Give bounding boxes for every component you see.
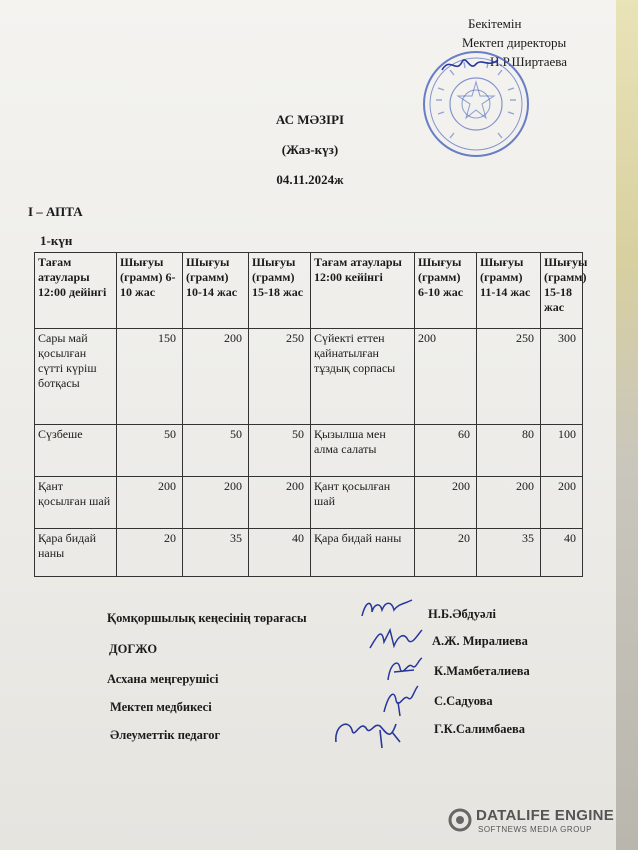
dish-name-cell: Қант қосылған шай [311,477,415,529]
portion-cell: 200 [477,477,541,529]
signatory-title: Қомқоршылық кеңесінің төрағасы [107,611,307,625]
portion-cell: 250 [477,329,541,425]
signatory-title: ДОГЖО [109,642,158,656]
header-cell: Шығуы (грамм) 10-14 жас [183,253,249,329]
portion-cell: 60 [415,425,477,477]
header-cell: Шығуы (грамм) 11-14 жас [477,253,541,329]
signatory-name: С.Садуова [434,694,493,708]
watermark-subtitle: SOFTNEWS MEDIA GROUP [478,825,593,834]
table-row [35,477,583,529]
dish-name-cell: Сүйекті еттен қайнатылған тұздық сорпасы [311,329,415,425]
portion-cell: 250 [249,329,311,425]
portion-cell: 20 [415,529,477,577]
signatory-name: Г.К.Салимбаева [434,722,526,736]
watermark-logo [448,804,618,840]
portion-cell: 50 [117,425,183,477]
signature-icon [368,624,424,652]
portion-cell: 200 [415,329,477,425]
day-label: 1-күн [40,233,73,248]
signatory-title: Асхана меңгерушісі [107,672,219,686]
portion-cell: 200 [249,477,311,529]
season-label: (Жаз-күз) [281,142,339,157]
portion-cell: 35 [477,529,541,577]
signatory-title: Әлеуметтік педагог [110,728,221,742]
menu-table [34,252,588,577]
watermark-brand: DATALIFE ENGINE [476,807,615,824]
approval-line-2: Мектеп директоры [462,35,567,50]
header-cell: Шығуы (грамм) 6-10 жас [117,253,183,329]
portion-cell: 200 [117,477,183,529]
table-header-row [35,253,583,329]
director-signature-icon [440,50,500,78]
portion-cell: 200 [183,329,249,425]
dish-name-cell: Қара бидай наны [35,529,117,577]
header-cell: Тағам атаулары 12:00 кейінгі [311,253,415,329]
portion-cell: 40 [541,529,583,577]
dish-name-cell: Қант қосылған шай [35,477,117,529]
header-cell: Шығуы (грамм) 15-18 жас [541,253,583,329]
portion-cell: 150 [117,329,183,425]
table-row [35,425,583,477]
approval-line-3: Н.Р.Ширтаева [490,54,568,69]
date-label: 04.11.2024ж [276,172,344,187]
portion-cell: 40 [249,529,311,577]
header-cell: Шығуы (грамм) 15-18 жас [249,253,311,329]
signature-icon [384,654,424,686]
portion-cell: 200 [541,477,583,529]
portion-cell: 20 [117,529,183,577]
dish-name-cell: Қызылша мен алма салаты [311,425,415,477]
table-row [35,329,583,425]
dish-name-cell: Қара бидай наны [311,529,415,577]
portion-cell: 300 [541,329,583,425]
signatory-name: К.Мамбеталиева [434,664,530,678]
week-label: І – АПТА [28,204,83,219]
approval-line-1: Бекітемін [468,16,522,31]
page-title: АС МӘЗІРІ [275,112,345,127]
dish-name-cell: Сары май қосылған сүтті күріш ботқасы [35,329,117,425]
portion-cell: 80 [477,425,541,477]
signature-icon [330,712,410,752]
portion-cell: 50 [183,425,249,477]
signatory-title: Мектеп медбикесі [110,700,212,714]
portion-cell: 200 [183,477,249,529]
datalife-logo-icon [448,808,472,832]
table-row [35,529,583,577]
portion-cell: 35 [183,529,249,577]
signatory-name: А.Ж. Миралиева [432,634,528,648]
portion-cell: 100 [541,425,583,477]
signature-icon [358,596,414,622]
portion-cell: 200 [415,477,477,529]
header-cell: Шығуы (грамм) 6-10 жас [415,253,477,329]
dish-name-cell: Сүзбеше [35,425,117,477]
header-cell: Тағам атаулары 12:00 дейінгі [35,253,117,329]
portion-cell: 50 [249,425,311,477]
signatory-name: Н.Б.Әбдуәлі [428,607,497,621]
